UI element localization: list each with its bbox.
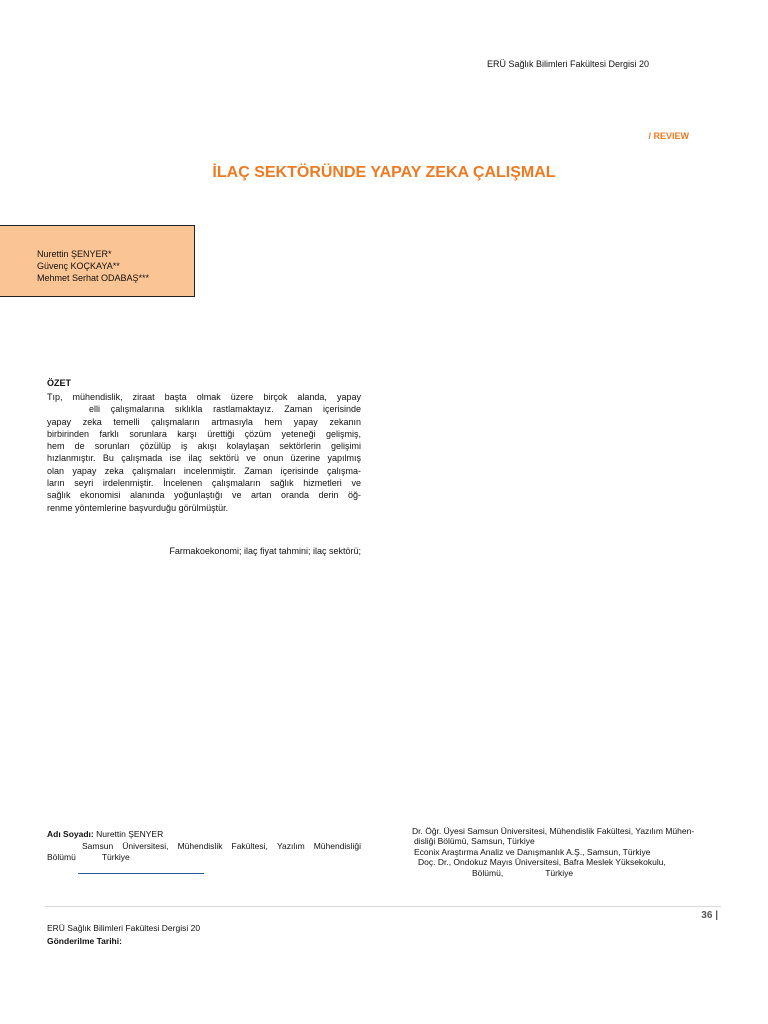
abstract-line: yapay zeka temelli çalışmaların artmasıyla hem yapay zekanın bbox=[47, 416, 361, 427]
running-header-journal: ERÜ Sağlık Bilimleri Fakültesi Dergisi 20 bbox=[487, 59, 650, 69]
abstract-body bbox=[47, 391, 361, 514]
article-title: İLAÇ SEKTÖRÜNDE YAPAY ZEKA ÇALIŞMAL bbox=[212, 164, 556, 181]
correspondence-label: Adı Soyadı: bbox=[47, 829, 94, 839]
correspondence-word: Yazılım bbox=[276, 840, 305, 851]
correspondence-dept-row bbox=[47, 852, 361, 864]
abstract-line: birbirinden farklı sorunlara karşı ürettiği çözüm yeteneği gelişmiş, bbox=[47, 428, 361, 439]
abstract-line: olan yapay zeka çalışmaları incelenmiştir. Zaman içerisinde çalışma- bbox=[47, 465, 361, 476]
abstract-line: Tıp, mühendislik, ziraat başta olmak üzere birçok alanda, yapay bbox=[47, 392, 361, 402]
affiliation-line: Econix Araştırma Analiz ve Danışmanlık A.Ş., Samsun, Türkiye bbox=[414, 846, 651, 857]
author-affiliations bbox=[412, 826, 724, 878]
abstract-heading: ÖZET bbox=[47, 378, 71, 388]
abstract-line: elli çalışmalarına sıklıkla rastlamaktayız. Zaman içerisinde bbox=[89, 404, 361, 415]
author-name: Güvenç KOÇKAYA** bbox=[37, 261, 120, 271]
affiliation-line: Doç. Dr., Ondokuz Mayıs Üniversitesi, Bafra Meslek Yüksekokulu, bbox=[418, 857, 666, 868]
correspondence-word: Türkiye bbox=[101, 852, 130, 862]
footer-journal: ERÜ Sağlık Bilimleri Fakültesi Dergisi 20 bbox=[47, 923, 201, 933]
author-name: Nurettin ŞENYER* bbox=[37, 249, 112, 259]
affiliation-word: Türkiye bbox=[545, 867, 574, 878]
correspondence-name: Nurettin ŞENYER bbox=[96, 829, 164, 839]
affiliation-line: Dr. Öğr. Üyesi Samsun Üniversitesi, Mühendislik Fakültesi, Yazılım Mühen- bbox=[412, 826, 695, 836]
keywords: Farmakoekonomi; ilaç fiyat tahmini; ilaç sektörü; bbox=[169, 546, 361, 556]
abstract-line: ların seyri irdelenmiştir. İncelenen çalışmaların sağlık hizmetleri ve bbox=[47, 478, 361, 489]
correspondence-word: Bölümü bbox=[47, 852, 76, 862]
correspondence-word: Samsun bbox=[82, 840, 114, 851]
affiliation-word: Bölümü, bbox=[472, 867, 504, 878]
correspondence-name-row bbox=[47, 829, 361, 841]
abstract-line: hem de sorunları çözülüp iş akışı kolaylaşan sektörlerin gelişimi bbox=[47, 441, 361, 452]
author-name: Mehmet Serhat ODABAŞ*** bbox=[37, 273, 150, 283]
correspondence-block bbox=[47, 829, 361, 864]
article-type: / REVIEW bbox=[648, 131, 689, 141]
received-date-label: Gönderilme Tarihi: bbox=[47, 936, 122, 946]
correspondence-word: Mühendislik bbox=[177, 840, 223, 851]
author-box bbox=[0, 225, 195, 297]
abstract-line: sağlık ekonomisi alanında yoğunlaştığı ve artan oranda derin öğ- bbox=[47, 490, 361, 501]
page-number: 36 | bbox=[701, 910, 718, 921]
affiliation-line: disliği Bölümü, Samsun, Türkiye bbox=[414, 836, 535, 847]
abstract-line: hızlanmıştır. Bu çalışmada ise ilaç sektörü ve onun üzerine yapılmış bbox=[47, 453, 361, 464]
correspondence-word: Fakültesi, bbox=[231, 840, 268, 851]
correspondence-affiliation-row bbox=[47, 841, 361, 853]
affiliation-line bbox=[412, 868, 724, 878]
correspondence-rule bbox=[78, 873, 204, 874]
correspondence-word: Mühendisliği bbox=[313, 840, 361, 851]
correspondence-word: Üniversitesi, bbox=[122, 840, 169, 851]
footer-divider bbox=[45, 906, 721, 907]
abstract-line: renme yöntemlerine başvurduğu görülmüştür. bbox=[47, 502, 229, 513]
